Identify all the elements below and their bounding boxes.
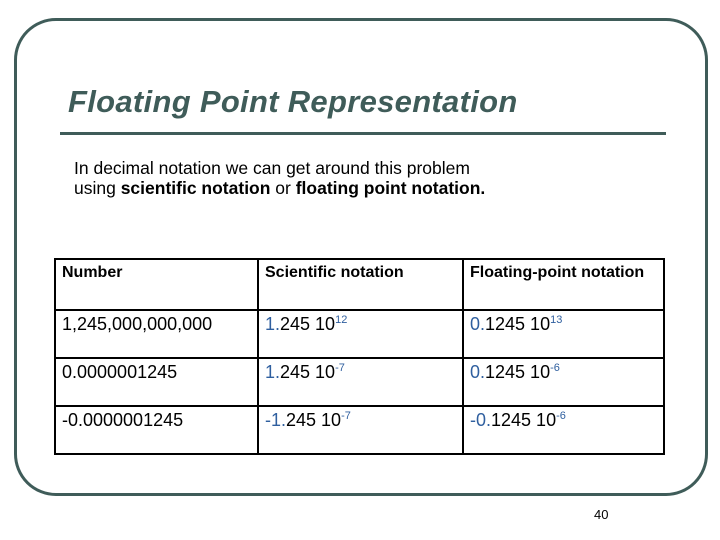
fp-exponent: -6	[550, 362, 560, 374]
header-scientific: Scientific notation	[258, 259, 463, 310]
intro-text-2: or	[270, 178, 296, 198]
page-number: 40	[594, 507, 609, 522]
cell-number: 1,245,000,000,000	[55, 310, 258, 358]
table-row	[55, 310, 664, 358]
sci-exponent: -7	[335, 362, 345, 374]
intro-bold-2: floating point notation.	[295, 178, 486, 198]
table-row	[55, 406, 664, 454]
fp-mantissa: 1245 10	[491, 410, 557, 430]
intro-text-1: In decimal notation we can get around this problem using	[74, 158, 470, 198]
sci-mantissa: 245 10	[280, 362, 336, 382]
fp-mantissa: 1245 10	[485, 314, 551, 334]
table-header-row	[55, 259, 664, 310]
cell-floating-point	[463, 310, 664, 358]
fp-lead: 0.	[470, 314, 486, 334]
sci-lead: 1.	[265, 362, 281, 382]
sci-lead: 1.	[265, 314, 281, 334]
fp-exponent: 13	[550, 314, 563, 326]
table-row	[55, 358, 664, 406]
header-number: Number	[55, 259, 258, 310]
sci-exponent: 12	[335, 314, 348, 326]
sci-mantissa: 245 10	[286, 410, 342, 430]
cell-floating-point	[463, 358, 664, 406]
cell-floating-point	[463, 406, 664, 454]
header-floating-point: Floating-point notation	[463, 259, 664, 310]
sci-lead: -1.	[265, 410, 287, 430]
fp-exponent: -6	[556, 410, 566, 422]
cell-scientific	[258, 358, 463, 406]
fp-lead: -0.	[470, 410, 492, 430]
title-underline	[60, 132, 666, 135]
sci-mantissa: 245 10	[280, 314, 336, 334]
intro-bold-1: scientific notation	[120, 178, 271, 198]
slide-title: Floating Point Representation	[68, 84, 518, 119]
cell-number: 0.0000001245	[55, 358, 258, 406]
notation-table	[54, 258, 665, 455]
cell-scientific	[258, 406, 463, 454]
cell-scientific	[258, 310, 463, 358]
intro-paragraph	[74, 158, 504, 198]
cell-number: -0.0000001245	[55, 406, 258, 454]
sci-exponent: -7	[341, 410, 351, 422]
fp-lead: 0.	[470, 362, 486, 382]
fp-mantissa: 1245 10	[485, 362, 551, 382]
